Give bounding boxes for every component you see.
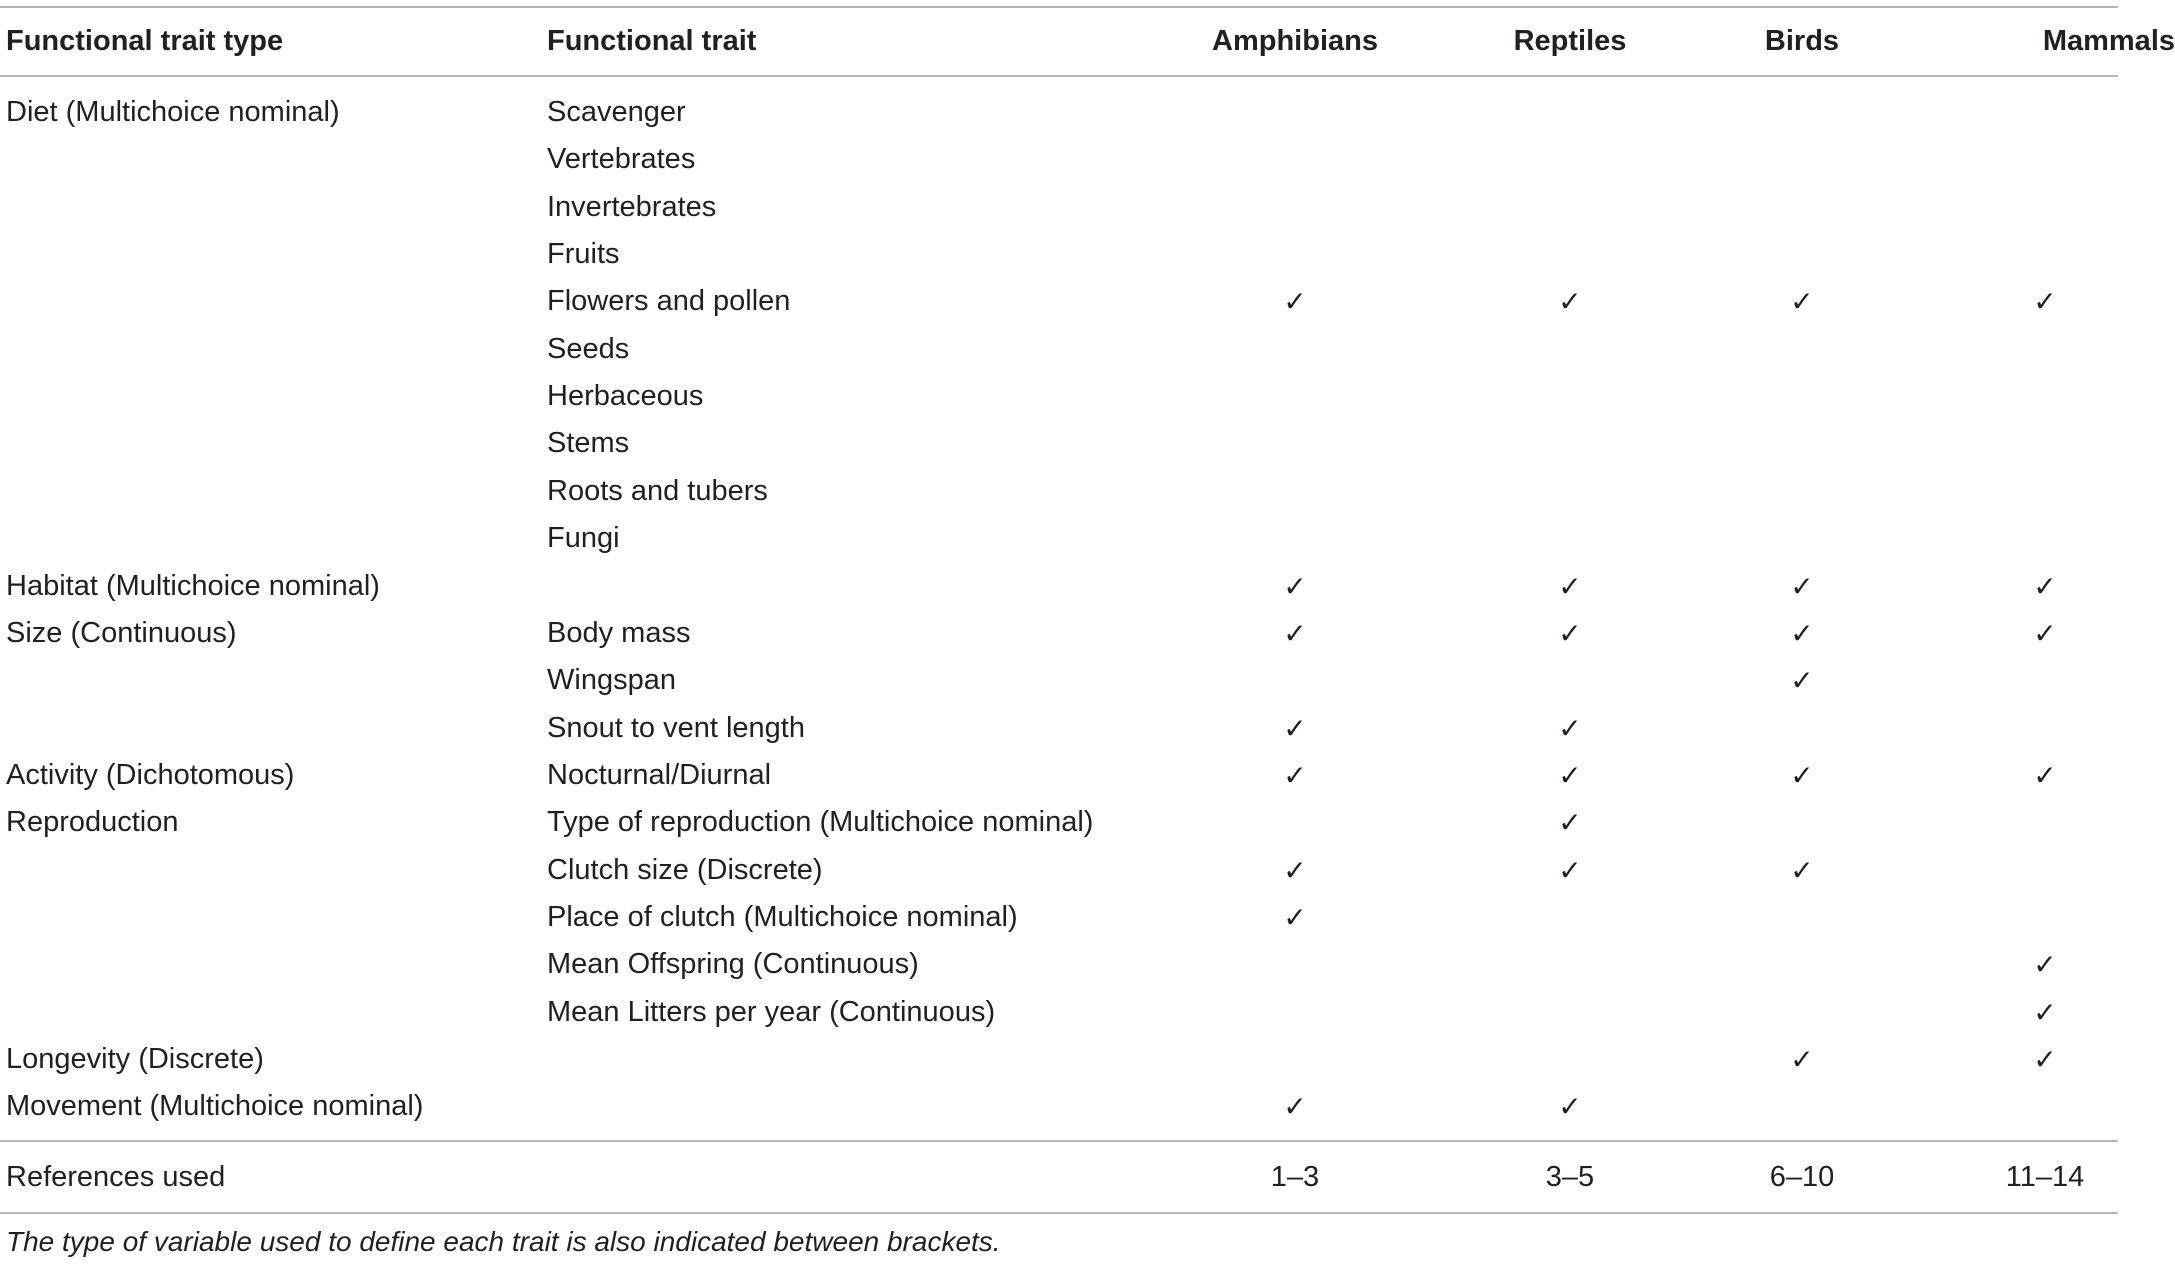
cell-trait-type: Habitat (Multichoice nominal) — [6, 569, 380, 602]
table-header-row — [0, 17, 2175, 65]
table-row — [0, 468, 2118, 515]
cell-trait: Stems — [547, 427, 630, 460]
references-row — [0, 1154, 2118, 1201]
cell-trait: Clutch size (Discrete) — [547, 853, 823, 886]
references-rule — [0, 1140, 2118, 1142]
cell-trait-type: Activity (Dichotomous) — [6, 758, 295, 791]
table-row — [0, 705, 2118, 752]
table-row — [0, 657, 2118, 704]
references-label: References used — [6, 1161, 226, 1193]
table-row — [0, 941, 2118, 988]
cell-trait: Vertebrates — [547, 143, 696, 176]
cell-trait: Fungi — [547, 522, 620, 555]
cell-birds: ✓ — [1790, 664, 1814, 698]
cell-birds: ✓ — [1790, 285, 1814, 319]
cell-reptiles: ✓ — [1558, 1090, 1582, 1124]
cell-trait: Body mass — [547, 616, 691, 649]
cell-mammals: ✓ — [2033, 569, 2057, 603]
cell-reptiles: ✓ — [1558, 853, 1582, 887]
table-row — [0, 184, 2118, 231]
cell-trait: Place of clutch (Multichoice nominal) — [547, 900, 1018, 933]
cell-trait: Type of reproduction (Multichoice nominal) — [547, 806, 1094, 839]
table-row — [0, 515, 2118, 562]
cell-mammals: ✓ — [2033, 616, 2057, 650]
top-rule — [0, 6, 2118, 8]
cell-trait: Nocturnal/Diurnal — [547, 758, 772, 791]
cell-reptiles: ✓ — [1558, 569, 1582, 603]
cell-trait: Seeds — [547, 332, 630, 365]
cell-amphibians: ✓ — [1283, 853, 1307, 887]
table-row — [0, 610, 2118, 657]
cell-mammals: ✓ — [2033, 758, 2057, 792]
cell-amphibians: ✓ — [1283, 1090, 1307, 1124]
cell-birds: ✓ — [1790, 616, 1814, 650]
cell-trait: Fruits — [547, 238, 620, 271]
table-row — [0, 563, 2118, 610]
cell-birds: ✓ — [1790, 1043, 1814, 1076]
table-row — [0, 420, 2118, 467]
table-row — [0, 989, 2118, 1036]
cell-trait-type: Diet (Multichoice nominal) — [6, 96, 340, 128]
header-rule — [0, 75, 2118, 77]
table-row — [0, 1036, 2118, 1083]
cell-reptiles: ✓ — [1558, 806, 1582, 840]
cell-reptiles: ✓ — [1558, 711, 1582, 745]
cell-amphibians: ✓ — [1283, 900, 1307, 934]
cell-birds: ✓ — [1790, 853, 1814, 887]
cell-birds: ✓ — [1790, 758, 1814, 792]
table-row — [0, 136, 2118, 183]
cell-trait-type: Longevity (Discrete) — [6, 1043, 264, 1075]
cell-reptiles: ✓ — [1558, 285, 1582, 319]
table-row — [0, 89, 2118, 136]
table-row — [0, 752, 2118, 799]
cell-trait: Scavenger — [547, 96, 686, 128]
cell-trait: Flowers and pollen — [547, 285, 791, 318]
header-birds: Birds — [1764, 25, 1840, 57]
cell-mammals: ✓ — [2033, 948, 2057, 982]
cell-trait-type: Reproduction — [6, 806, 179, 839]
table-row — [0, 278, 2118, 325]
table-row — [0, 847, 2118, 894]
table-row — [0, 1083, 2118, 1130]
cell-mammals: ✓ — [2033, 1043, 2057, 1076]
references-reptiles: 3–5 — [1545, 1161, 1595, 1193]
table-row — [0, 373, 2118, 420]
header-functional-trait: Functional trait — [547, 25, 757, 57]
table-row — [0, 799, 2118, 846]
cell-mammals: ✓ — [2033, 995, 2057, 1029]
header-reptiles: Reptiles — [1513, 25, 1627, 57]
cell-amphibians: ✓ — [1283, 285, 1307, 319]
table-row — [0, 894, 2118, 941]
cell-trait-type: Movement (Multichoice nominal) — [6, 1090, 424, 1123]
references-amphibians: 1–3 — [1270, 1161, 1320, 1193]
cell-trait: Mean Litters per year (Continuous) — [547, 995, 996, 1028]
cell-trait: Invertebrates — [547, 190, 717, 223]
cell-reptiles: ✓ — [1558, 616, 1582, 650]
header-amphibians: Amphibians — [1212, 25, 1378, 57]
cell-trait: Wingspan — [547, 664, 676, 697]
cell-amphibians: ✓ — [1283, 758, 1307, 792]
cell-trait-type: Size (Continuous) — [6, 616, 237, 649]
cell-amphibians: ✓ — [1283, 569, 1307, 603]
cell-amphibians: ✓ — [1283, 711, 1307, 745]
header-mammals: Mammals — [2042, 25, 2175, 57]
cell-reptiles: ✓ — [1558, 758, 1582, 792]
cell-amphibians: ✓ — [1283, 616, 1307, 650]
cell-trait: Mean Offspring (Continuous) — [547, 948, 919, 981]
references-mammals: 11–14 — [2005, 1161, 2085, 1193]
header-functional-trait-type: Functional trait type — [6, 25, 284, 57]
cell-birds: ✓ — [1790, 569, 1814, 603]
cell-trait: Roots and tubers — [547, 474, 768, 507]
table-footnote: The type of variable used to define each trait is also indicated between brackets. — [6, 1226, 1001, 1257]
cell-trait: Snout to vent length — [547, 711, 805, 744]
table-row — [0, 231, 2118, 278]
cell-trait: Herbaceous — [547, 380, 704, 413]
bottom-rule — [0, 1212, 2118, 1214]
table-row — [0, 326, 2118, 373]
references-birds: 6–10 — [1769, 1161, 1835, 1193]
cell-mammals: ✓ — [2033, 285, 2057, 319]
